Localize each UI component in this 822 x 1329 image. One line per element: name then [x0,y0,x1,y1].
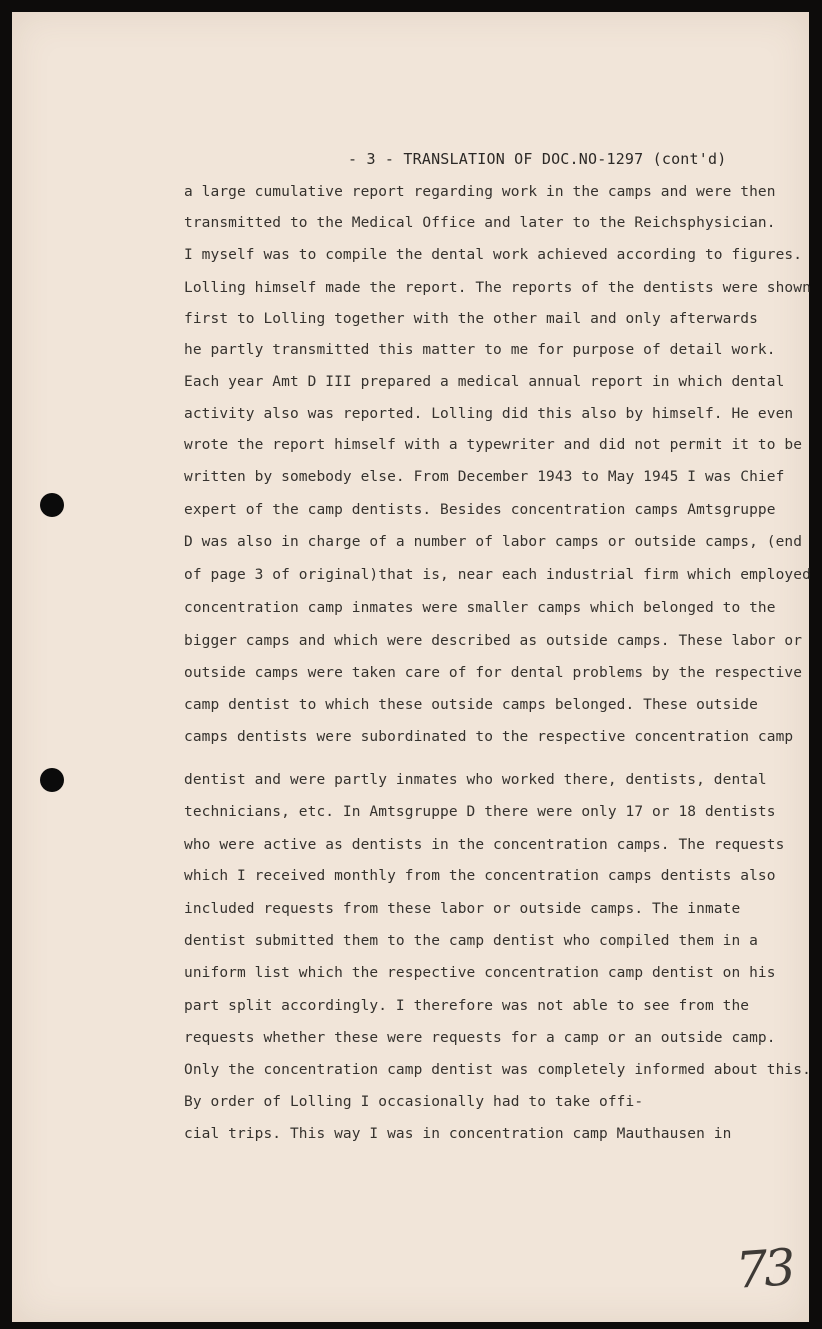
page-header: - 3 - TRANSLATION OF DOC.NO-1297 (cont'd) [348,150,727,168]
text-line: who were active as dentists in the concentration camps. The requests [184,837,785,853]
text-line: included requests from these labor or outside camps. The inmate [184,901,741,917]
text-line: which I received monthly from the concentration camps dentists also [184,868,776,884]
text-line: dentist and were partly inmates who worked there, dentists, dental [184,772,767,788]
text-line: wrote the report himself with a typewriter and did not permit it to be [184,437,803,453]
text-line: first to Lolling together with the other mail and only afterwards [184,311,758,327]
text-line: Only the concentration camp dentist was completely informed about this. [184,1062,811,1078]
text-line: part split accordingly. I therefore was not able to see from the [184,998,750,1014]
text-line: technicians, etc. In Amtsgruppe D there were only 17 or 18 dentists [184,804,776,820]
text-line: of page 3 of original)that is, near each industrial firm which employed [184,567,811,583]
text-line: bigger camps and which were described as outside camps. These labor or [184,633,803,649]
text-line: Lolling himself made the report. The reports of the dentists were shown [184,280,811,296]
text-line: camp dentist to which these outside camps belonged. These outside [184,697,758,713]
text-line: concentration camp inmates were smaller camps which belonged to the [184,600,776,616]
text-line: camps dentists were subordinated to the respective concentration camp [184,729,794,745]
handwritten-page-number: 73 [734,1238,794,1300]
text-line: outside camps were taken care of for dental problems by the respective [184,665,803,681]
text-line: uniform list which the respective concentration camp dentist on his [184,965,776,981]
text-line: dentist submitted them to the camp dentist who compiled them in a [184,933,758,949]
text-line: By order of Lolling I occasionally had to take offi- [184,1094,644,1110]
text-line: I myself was to compile the dental work achieved according to figures. [184,247,803,263]
text-line: he partly transmitted this matter to me for purpose of detail work. [184,342,776,358]
text-line: a large cumulative report regarding work in the camps and were then [184,184,776,200]
punch-hole-icon [40,768,64,792]
punch-hole-icon [40,493,64,517]
text-line: transmitted to the Medical Office and later to the Reichsphysician. [184,215,776,231]
document-page [12,12,809,1322]
text-line: cial trips. This way I was in concentration camp Mauthausen in [184,1126,732,1142]
text-line: written by somebody else. From December 1943 to May 1945 I was Chief [184,469,785,485]
text-line: requests whether these were requests for a camp or an outside camp. [184,1030,776,1046]
text-line: activity also was reported. Lolling did this also by himself. He even [184,406,794,422]
text-line: D was also in charge of a number of labor camps or outside camps, (end [184,534,803,550]
text-line: expert of the camp dentists. Besides concentration camps Amtsgruppe [184,502,776,518]
text-line: Each year Amt D III prepared a medical annual report in which dental [184,374,785,390]
